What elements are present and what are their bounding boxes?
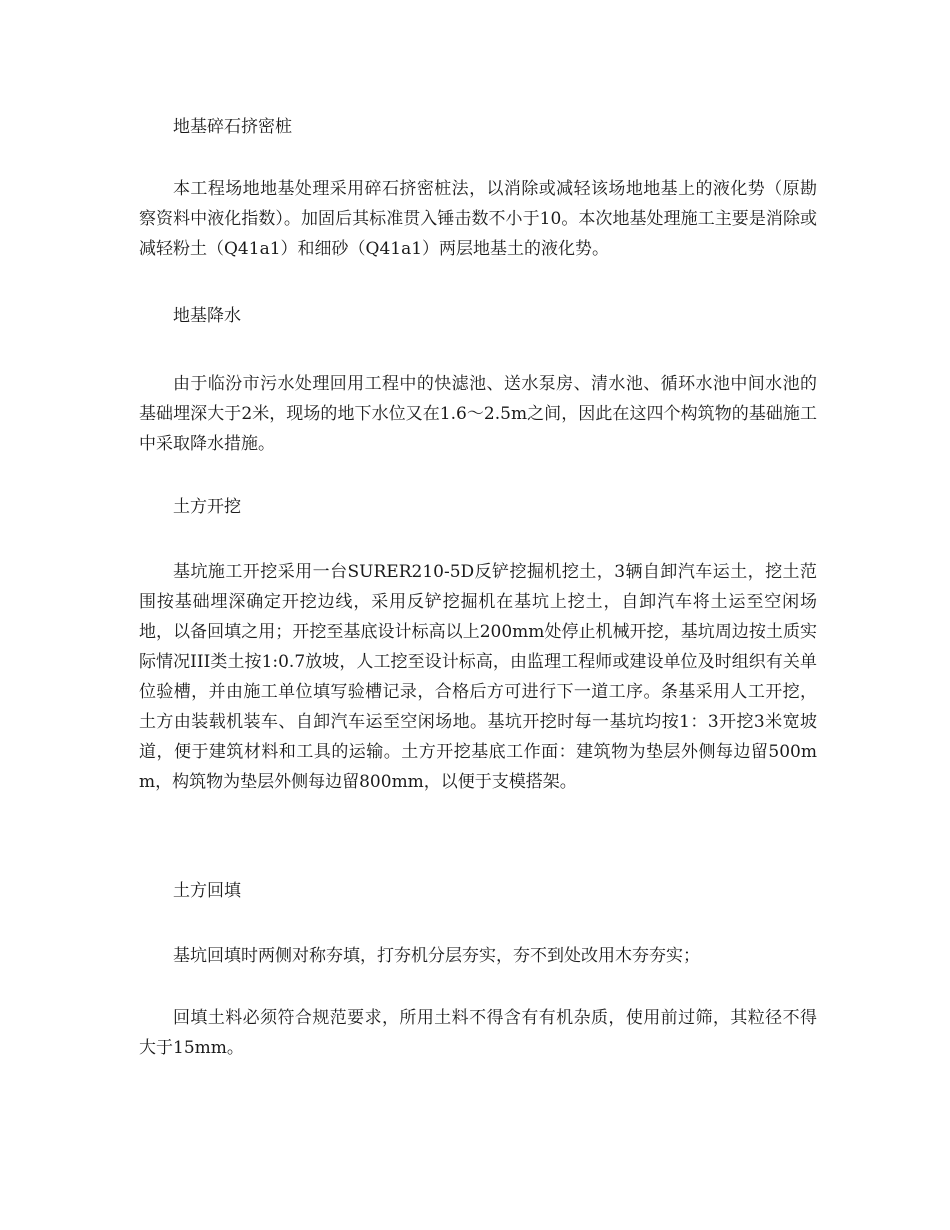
paragraph-backfill-material: 回填土料必须符合规范要求，所用土料不得含有有机杂质，使用前过筛，其粒径不得大于15mm。 [139, 1008, 817, 1058]
section-heading-dewatering: 地基降水 [173, 306, 241, 326]
paragraph-excavation: 基坑施工开挖采用一台SURER210-5D反铲挖掘机挖土，3辆自卸汽车运土，挖土范围按基础埋深确定开挖边线，采用反铲挖掘机在基坑上挖土，自卸汽车将土运至空闲场地，以备回填之用；开挖至基底设计标高以上200mm处停止机械开挖，基坑周边按土质实际情况III类土按1:0.7放坡，人工挖至设计标高，由监理工程师或建设单位及时组织有关单位验槽，并由施工单位填写验槽记录，合格后方可进行下一道工序。条基采用人工开挖，土方由装载机装车、自卸汽车运至空闲场地。基坑开挖时每一基坑均按1：3开挖3米宽坡道，便于建筑材料和工具的运输。土方开挖基底工作面：建筑物为垫层外侧每边留500mm，构筑物为垫层外侧每边留800mm，以便于支模搭架。 [139, 562, 817, 792]
section-heading-backfill: 土方回填 [173, 881, 241, 901]
section-heading-excavation: 土方开挖 [173, 497, 241, 517]
paragraph-dewatering: 由于临汾市污水处理回用工程中的快滤池、送水泵房、清水池、循环水池中间水池的基础埋深大于2米，现场的地下水位又在1.6～2.5m之间，因此在这四个构筑物的基础施工中采取降水措施。 [139, 374, 817, 454]
paragraph-backfill-compaction: 基坑回填时两侧对称夯填，打夯机分层夯实，夯不到处改用木夯夯实； [173, 946, 700, 966]
section-heading-gravel-piles: 地基碎石挤密桩 [173, 117, 292, 137]
paragraph-gravel-piles: 本工程场地地基处理采用碎石挤密桩法，以消除或减轻该场地地基上的液化势（原勘察资料中液化指数）。加固后其标准贯入锤击数不小于10。本次地基处理施工主要是消除或减轻粉土（Q41a1）和细砂（Q41a1）两层地基土的液化势。 [139, 179, 817, 259]
